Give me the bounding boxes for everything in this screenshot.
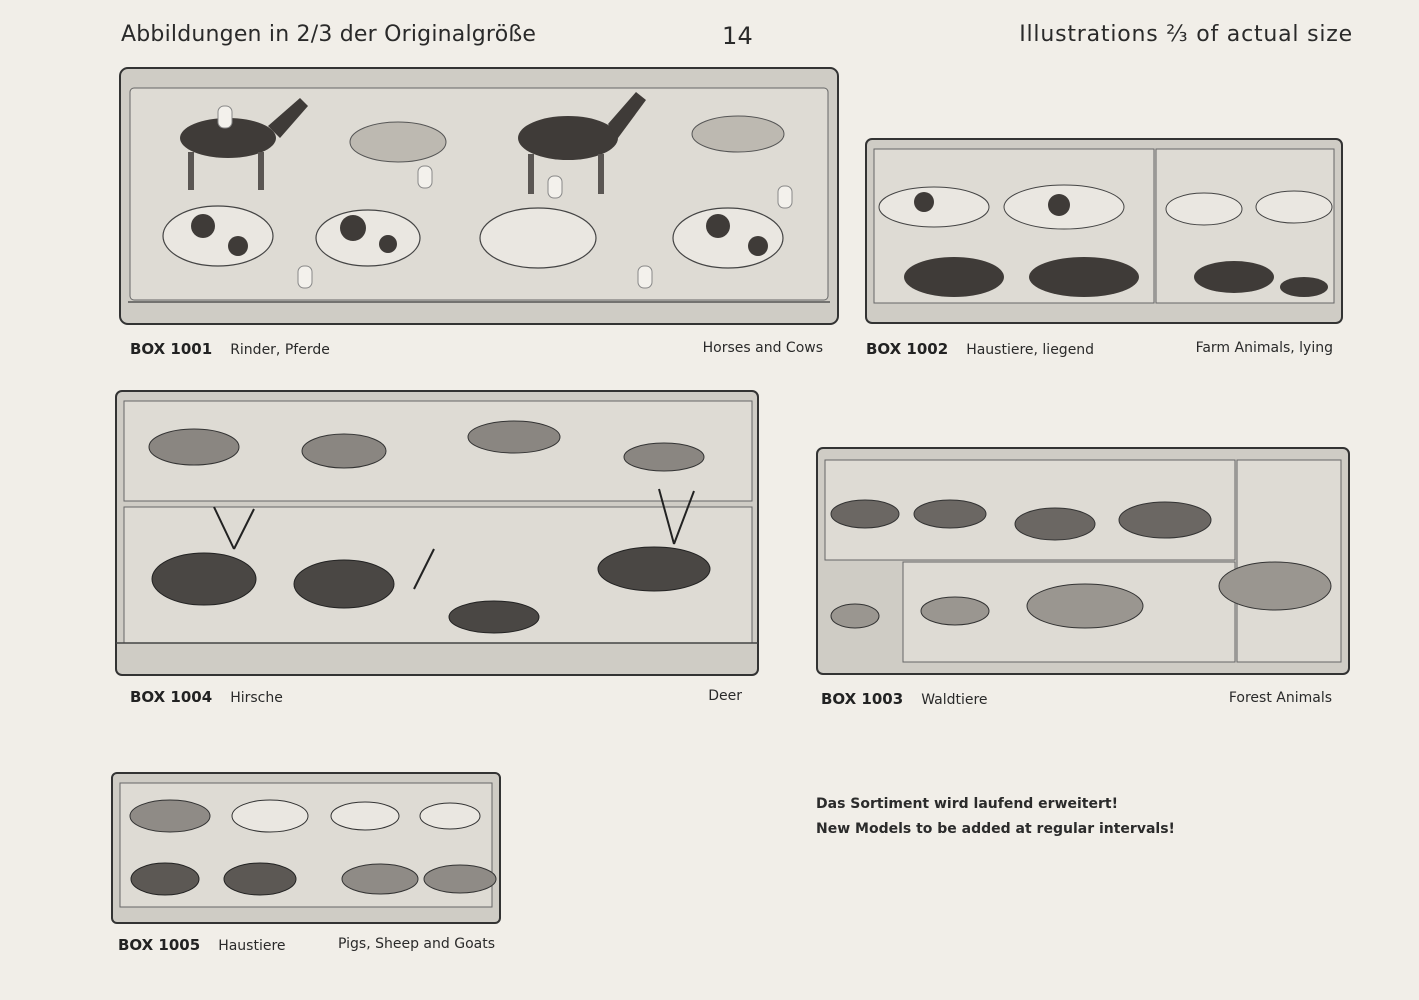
box-1003-illustration bbox=[815, 446, 1351, 676]
box-1001-english: Horses and Cows bbox=[702, 340, 823, 356]
assortment-notice bbox=[816, 792, 1175, 842]
box-1002-caption bbox=[866, 340, 1094, 358]
notice-german: Das Sortiment wird laufend erweitert! bbox=[816, 796, 1118, 812]
notice-english: New Models to be added at regular intervals! bbox=[816, 821, 1175, 837]
box-1002-english: Farm Animals, lying bbox=[1195, 340, 1333, 356]
box-1003-caption bbox=[821, 690, 988, 708]
page-number: 14 bbox=[722, 22, 753, 50]
box-code: BOX 1001 bbox=[130, 340, 213, 358]
box-1001-illustration bbox=[118, 66, 840, 328]
header-left-title: Abbildungen in 2/3 der Originalgröße bbox=[121, 22, 537, 47]
box-german-label: Rinder, Pferde bbox=[230, 342, 330, 358]
header-right-title: Illustrations ⅔ of actual size bbox=[1019, 22, 1353, 47]
box-code: BOX 1004 bbox=[130, 688, 213, 706]
box-1004-english: Deer bbox=[708, 688, 742, 704]
box-german-label: Hirsche bbox=[230, 690, 283, 706]
box-german-label: Waldtiere bbox=[921, 692, 988, 708]
box-1003-english: Forest Animals bbox=[1228, 690, 1332, 706]
box-1004-caption bbox=[130, 688, 283, 706]
box-german-label: Haustiere bbox=[218, 938, 286, 954]
box-1005-caption bbox=[118, 936, 286, 954]
box-1004-illustration bbox=[114, 389, 760, 679]
box-1001-caption bbox=[130, 340, 330, 358]
box-1002-illustration bbox=[864, 137, 1344, 327]
box-german-label: Haustiere, liegend bbox=[966, 342, 1095, 358]
box-1005-english: Pigs, Sheep and Goats bbox=[338, 936, 495, 952]
box-code: BOX 1002 bbox=[866, 340, 949, 358]
box-code: BOX 1003 bbox=[821, 690, 904, 708]
box-1005-illustration bbox=[110, 771, 502, 927]
box-code: BOX 1005 bbox=[118, 936, 201, 954]
